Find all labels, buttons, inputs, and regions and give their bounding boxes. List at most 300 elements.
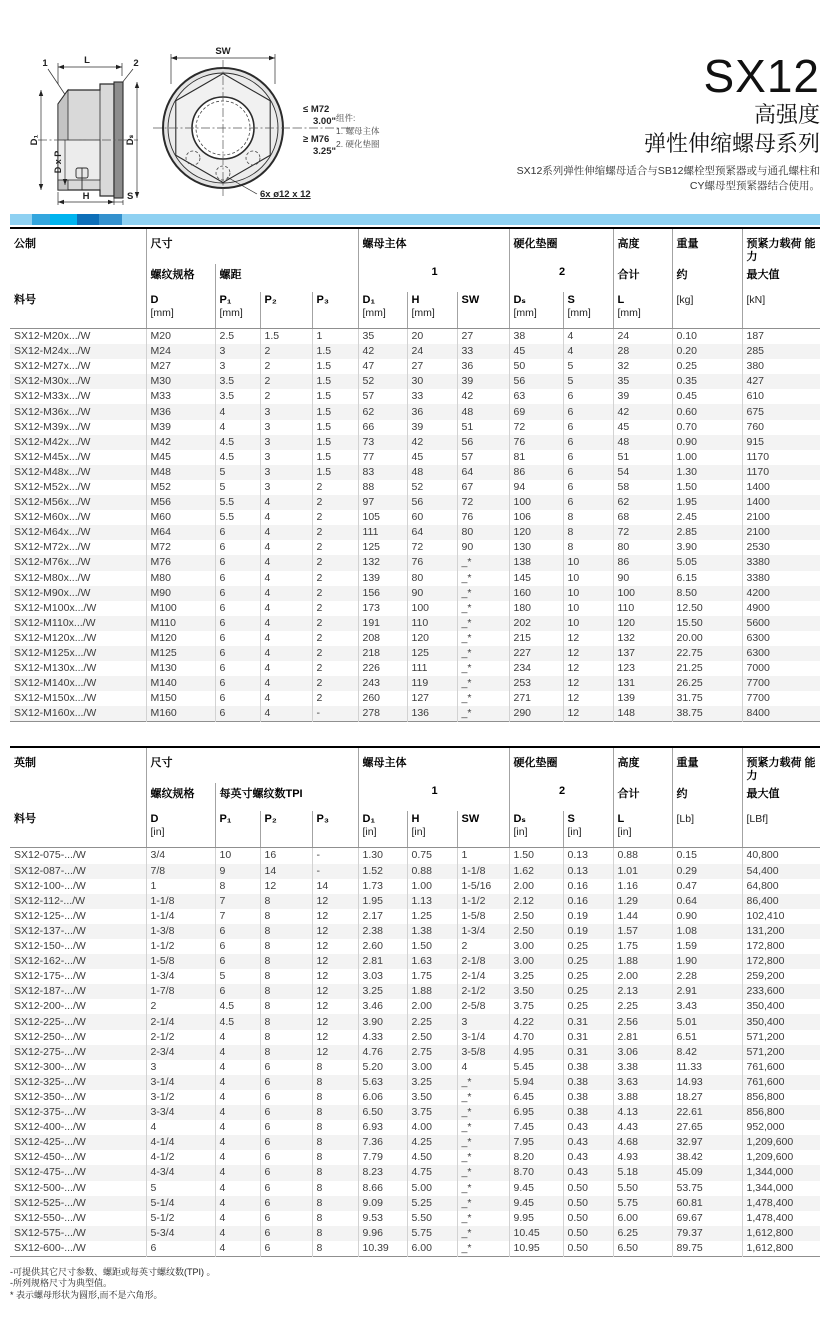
table-cell: SX12-M42x.../W [14,435,91,448]
table-cell: 4.33 [358,1030,407,1045]
table-cell: 0.43 [563,1165,613,1180]
table-cell: 102,410 [742,909,820,924]
table-row [10,1211,820,1226]
parts-notes [336,112,379,151]
table-cell: 1.00 [407,879,457,894]
table-cell: 2.12 [509,894,563,909]
table-cell: 8 [563,525,613,540]
column-header: [kN] [742,292,820,329]
table-cell: _* [457,661,509,676]
dim-H-label: H [82,191,90,202]
table-cell: 132 [358,555,407,570]
table-cell: 3.25 [407,1075,457,1090]
table-cell: 7700 [742,691,820,706]
table-cell: 1.01 [613,864,672,879]
table-cell: 5.5 [215,495,260,510]
column-header: 约 [672,264,742,292]
table-cell: 67 [457,480,509,495]
table-cell: 6 [563,420,613,435]
column-header: 1 [358,264,509,292]
table-cell: 3 [260,465,312,480]
table-cell: 4 [215,1211,260,1226]
table-cell: 1-5/8 [146,954,215,969]
table-cell: M64 [146,525,215,540]
table-cell: 208 [358,631,407,646]
column-header: 螺距 [215,264,358,292]
table-cell: 1.63 [407,954,457,969]
table-cell: M39 [146,420,215,435]
table-cell: 3 [260,480,312,495]
table-cell: SX12-225-.../W [14,1015,86,1028]
table-cell: M27 [146,359,215,374]
table-cell: 6 [563,389,613,404]
table-cell: 4 [260,510,312,525]
table-row [10,864,820,879]
table-cell: _* [457,706,509,722]
table-cell: 610 [742,389,820,404]
table-cell: 1 [312,329,358,345]
table-cell: 3.00 [509,954,563,969]
table-cell: 2.81 [358,954,407,969]
table-row [10,344,820,359]
table-cell: 47 [358,359,407,374]
table-row [10,540,820,555]
table-cell: 5 [215,480,260,495]
table-cell: 187 [742,329,820,345]
table-cell: 8 [312,1135,358,1150]
table-cell: 6.45 [509,1090,563,1105]
table-cell: 72 [509,420,563,435]
table-cell: 6 [215,586,260,601]
table-cell: 1.5 [312,435,358,450]
top-section [0,0,830,214]
table-cell: 3-1/2 [146,1090,215,1105]
table-cell: 2.00 [509,879,563,894]
table-cell: M100 [146,601,215,616]
table-cell: 9 [215,864,260,879]
table-cell: 32.97 [672,1135,742,1150]
table-row [10,1030,820,1045]
table-cell: 4.25 [407,1135,457,1150]
table-cell: 0.43 [563,1120,613,1135]
table-cell: 148 [613,706,672,722]
table-cell: 3 [260,404,312,419]
table-row [10,329,820,345]
table-cell: 5-3/4 [146,1226,215,1241]
table-row [10,1165,820,1180]
table-cell: 12 [312,909,358,924]
table-cell: 100 [509,495,563,510]
accent-bar-segment [32,214,50,225]
table-cell: 8 [260,924,312,939]
table-cell: 120 [407,631,457,646]
column-header: 尺寸 [146,747,358,783]
column-header: 高度 [613,747,672,783]
table-cell: 2.25 [407,1014,457,1029]
table-cell: SX12-200-.../W [14,1000,86,1013]
table-cell: 90 [457,540,509,555]
table-cell: 3.46 [358,999,407,1014]
table-cell: 7.79 [358,1150,407,1165]
table-cell: 4 [215,420,260,435]
table-cell: 9.09 [358,1196,407,1211]
table-cell: 35 [358,329,407,345]
table-cell: 3.75 [509,999,563,1014]
table-cell: 1.5 [312,465,358,480]
table-cell: 191 [358,616,407,631]
column-header: 最大值 [742,783,820,811]
table-cell: 69.67 [672,1211,742,1226]
table-cell: 8 [260,954,312,969]
table-cell: 2 [312,691,358,706]
table-cell: 0.29 [672,864,742,879]
table-cell: 80 [457,525,509,540]
table-cell: 2.5 [215,329,260,345]
table-cell: 120 [509,525,563,540]
table-cell: 4 [215,1226,260,1241]
column-header: 2 [509,264,613,292]
table-cell: 80 [407,571,457,586]
table-cell: 7/8 [146,864,215,879]
table-cell: 9.96 [358,1226,407,1241]
table-cell: 4.13 [613,1105,672,1120]
table-cell: 39 [613,389,672,404]
table-cell: 5.50 [407,1211,457,1226]
table-cell: 259,200 [742,969,820,984]
table-row [10,1181,820,1196]
table-cell: 12 [312,969,358,984]
table-cell: 8 [215,879,260,894]
table-cell: 3 [260,435,312,450]
table-cell: 16 [260,848,312,864]
table-cell: 0.90 [672,435,742,450]
column-header: P₃ [312,292,358,329]
table-cell: 4.70 [509,1030,563,1045]
table-cell: 2.56 [613,1014,672,1029]
table-cell: 8 [563,540,613,555]
table-cell: 675 [742,404,820,419]
table-cell: SX12-600-.../W [14,1241,86,1254]
table-row [10,1226,820,1241]
table-cell: 76 [407,555,457,570]
table-cell: 48 [457,404,509,419]
table-cell: 57 [358,389,407,404]
accent-bar-segment [99,214,122,225]
table-row [10,631,820,646]
table-cell: 10.95 [509,1241,563,1257]
table-cell: 4 [260,661,312,676]
table-row [10,1014,820,1029]
table-cell: 160 [509,586,563,601]
table-cell: 40,800 [742,848,820,864]
table-cell: 3 [146,1060,215,1075]
column-header: 螺纹规格 [146,264,215,292]
table-cell: 2 [312,571,358,586]
table-cell: 137 [613,646,672,661]
table-cell: M130 [146,661,215,676]
table-cell: 28 [613,344,672,359]
table-cell: 4.76 [358,1045,407,1060]
table-cell: 8 [312,1120,358,1135]
table-cell: _* [457,1150,509,1165]
table-cell: 6 [260,1181,312,1196]
table-cell: 1.95 [672,495,742,510]
table-cell: 952,000 [742,1120,820,1135]
table-cell: 14 [260,864,312,879]
table-cell: 1,478,400 [742,1211,820,1226]
table-cell: 6 [215,525,260,540]
callout-2-label: 2 [133,58,139,69]
table-cell: SX12-187-.../W [14,985,86,998]
callout-1-label: 1 [42,58,48,69]
table-cell: 2.38 [358,924,407,939]
table-cell: 7700 [742,676,820,691]
table-cell: 79.37 [672,1226,742,1241]
table-cell: 4.93 [613,1150,672,1165]
table-cell: 2 [312,661,358,676]
table-cell: 3 [215,359,260,374]
table-cell: 1.30 [358,848,407,864]
table-cell: 1.5 [312,344,358,359]
table-cell: 5 [563,359,613,374]
table-cell: 1-1/4 [146,909,215,924]
table-cell: 6 [260,1241,312,1257]
table-row [10,404,820,419]
table-cell: 53.75 [672,1181,742,1196]
table-cell: 1.5 [312,374,358,389]
table-cell: 4-1/4 [146,1135,215,1150]
column-header: 高度 [613,228,672,264]
table-cell: 8 [260,894,312,909]
table-cell: M48 [146,465,215,480]
table-cell: 77 [358,450,407,465]
table-cell: 123 [613,661,672,676]
table-cell: SX12-M30x.../W [14,375,91,388]
table-cell: 4-1/2 [146,1150,215,1165]
table-cell: SX12-M120x.../W [14,631,97,644]
table-cell: 0.19 [563,909,613,924]
table-cell: 12 [312,984,358,999]
table-cell: 48 [613,435,672,450]
table-cell: 45 [407,450,457,465]
table-cell: 6 [215,924,260,939]
table-cell: _* [457,691,509,706]
parts-note-1: 1. 螺母主体 [336,126,380,136]
table-cell: SX12-125-.../W [14,909,86,922]
table-cell: 20.00 [672,631,742,646]
table-cell: 1-1/8 [457,864,509,879]
table-cell: SX12-162-.../W [14,955,86,968]
column-header: 预紧力载荷 能力 [742,747,820,783]
table-cell: 6 [260,1211,312,1226]
table-cell: 119 [407,676,457,691]
table-cell: 1-5/16 [457,879,509,894]
table-cell: 6 [563,404,613,419]
table-cell: 60.81 [672,1196,742,1211]
table-cell: 4 [146,1120,215,1135]
table-cell: 63 [509,389,563,404]
table-cell: 6 [260,1135,312,1150]
table-cell: 4 [260,691,312,706]
table-cell: SX12-M33x.../W [14,390,91,403]
table-cell: SX12-137-.../W [14,924,86,937]
table-cell: 5.63 [358,1075,407,1090]
table-cell: 0.25 [563,954,613,969]
table-cell: SX12-M48x.../W [14,465,91,478]
table-cell: 6 [260,1075,312,1090]
table-cell: 7000 [742,661,820,676]
column-header: [LBf] [742,811,820,848]
table-cell: 6 [215,706,260,722]
table-cell: 2-1/4 [457,969,509,984]
table-cell: 0.16 [563,879,613,894]
table-cell: SX12-275-.../W [14,1045,86,1058]
table-cell: 76 [509,435,563,450]
column-header: 1 [358,783,509,811]
table-cell: 6.50 [613,1241,672,1257]
table-cell: 6 [215,661,260,676]
table-cell: 3.00 [509,939,563,954]
table-cell: 27 [407,359,457,374]
table-row [10,1105,820,1120]
table-cell: 8400 [742,706,820,722]
table-cell: 12 [312,894,358,909]
table-cell: 0.70 [672,420,742,435]
table-cell: 8 [312,1150,358,1165]
table-cell: 3.25 [358,984,407,999]
accent-bar-segment [77,214,99,225]
table-cell: 3.50 [407,1090,457,1105]
table-cell: SX12-325-.../W [14,1075,86,1088]
table-cell: 12 [563,631,613,646]
table-cell: - [312,706,358,722]
table-cell: 7.95 [509,1135,563,1150]
table-cell: _* [457,555,509,570]
table-cell: SX12-575-.../W [14,1226,86,1239]
table-cell: 5.94 [509,1075,563,1090]
table-cell: 72 [407,540,457,555]
table-cell: 3.43 [672,999,742,1014]
table-cell: M36 [146,404,215,419]
table-cell: 6300 [742,631,820,646]
table-cell: 2.81 [613,1030,672,1045]
table-cell: 0.64 [672,894,742,909]
table-cell: 1-1/8 [146,894,215,909]
table-cell: 1170 [742,465,820,480]
table-cell: 0.13 [563,864,613,879]
table-cell: SX12-M100x.../W [14,601,97,614]
table-cell: 8 [312,1196,358,1211]
table-cell: 3-1/4 [457,1030,509,1045]
table-cell: 2-1/2 [457,984,509,999]
table-cell: 6 [215,691,260,706]
table-row [10,465,820,480]
table-cell: 0.88 [613,848,672,864]
table-cell: 1.00 [672,450,742,465]
table-cell: 271 [509,691,563,706]
table-row [10,1045,820,1060]
table-cell: _* [457,571,509,586]
table-cell: 1.13 [407,894,457,909]
column-header: 2 [509,783,613,811]
table-cell: _* [457,616,509,631]
column-header [10,783,146,811]
table-cell: 0.50 [563,1241,613,1257]
column-header: [kg] [672,292,742,329]
table-cell: M60 [146,510,215,525]
table-cell: 915 [742,435,820,450]
table-cell: 4-3/4 [146,1165,215,1180]
table-cell: 69 [509,404,563,419]
product-subtitle-1: 高强度 [753,102,820,127]
table-cell: 2.85 [672,525,742,540]
table-cell: 12 [312,939,358,954]
table-cell: 0.38 [563,1060,613,1075]
table-cell: 0.45 [672,389,742,404]
table-cell: 4.00 [407,1120,457,1135]
table-cell: 1.75 [613,939,672,954]
table-cell: 1.29 [613,894,672,909]
table-cell: 1.08 [672,924,742,939]
table-row [10,510,820,525]
table-cell: 172,800 [742,954,820,969]
table-cell: 7.36 [358,1135,407,1150]
dim-DxP-label: D x P [53,150,63,174]
table-cell: 8 [260,939,312,954]
table-cell: 4 [215,1075,260,1090]
table-cell: 234 [509,661,563,676]
table-cell: M150 [146,691,215,706]
table-row [10,525,820,540]
table-cell: 243 [358,676,407,691]
table-cell: 10 [563,571,613,586]
table-cell: 1.62 [509,864,563,879]
column-header: D₁ [in] [358,811,407,848]
table-cell: M160 [146,706,215,722]
table-cell: SX12-M56x.../W [14,496,91,509]
table-cell: 2.13 [613,984,672,999]
table-cell: 1.5 [260,329,312,345]
table-cell: 2 [260,359,312,374]
table-cell: M110 [146,616,215,631]
table-cell: 3 [260,420,312,435]
table-cell: 5.20 [358,1060,407,1075]
table-cell: 21.25 [672,661,742,676]
table-cell: 6 [215,984,260,999]
table-cell: 6.93 [358,1120,407,1135]
table-cell: 6.95 [509,1105,563,1120]
table-cell: 0.31 [563,1014,613,1029]
table-cell: 2 [312,555,358,570]
table-cell: M125 [146,646,215,661]
table-cell: 2530 [742,540,820,555]
table-cell: 0.88 [407,864,457,879]
table-row [10,646,820,661]
column-header: 硬化垫圈 [509,228,613,264]
table-cell: M42 [146,435,215,450]
table-cell: 4 [260,706,312,722]
table-cell: 1,612,800 [742,1241,820,1257]
table-cell: 5.75 [613,1196,672,1211]
table-cell: 2 [146,999,215,1014]
table-cell: 4 [215,1150,260,1165]
table-cell: 94 [509,480,563,495]
table-cell: 42 [358,344,407,359]
table-cell: 45.09 [672,1165,742,1180]
table-cell: 2-1/4 [146,1014,215,1029]
table-cell: 0.10 [672,329,742,345]
table-cell: 42 [457,389,509,404]
